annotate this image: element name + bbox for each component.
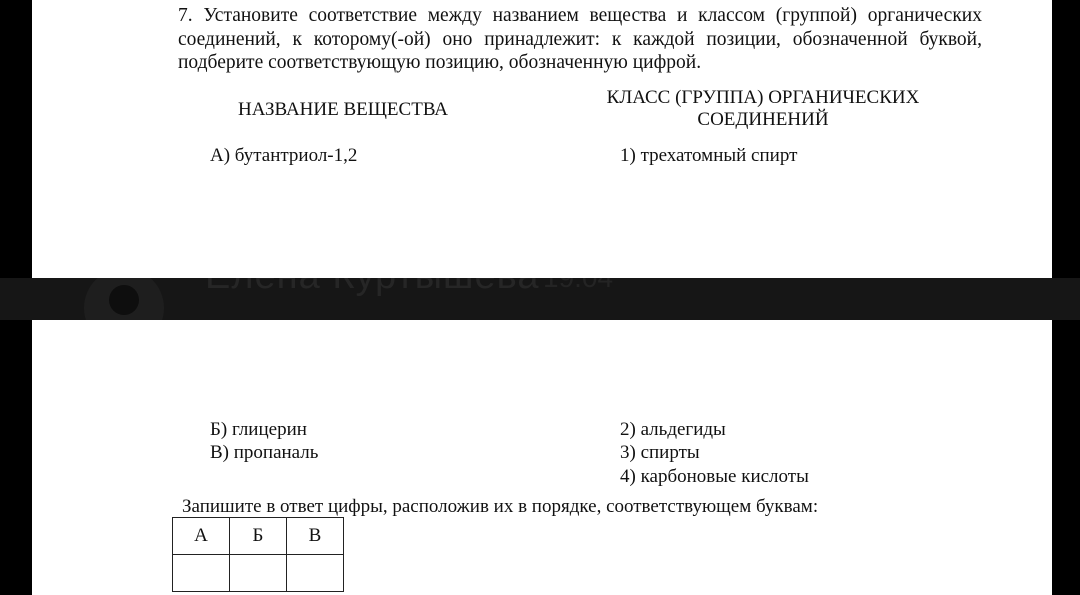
class-column-heading: КЛАСС (ГРУППА) ОРГАНИЧЕСКИХ СОЕДИНЕНИЙ xyxy=(606,87,920,130)
avatar-icon xyxy=(109,285,139,315)
answer-header-cell: Б xyxy=(230,518,287,555)
answer-table-header-row xyxy=(173,518,344,555)
question-text: 7. Установите соответствие между названием вещества и классом (группой) органических соединений, к которому(-ой) оно принадлежит: к каждой позиции, обозначенной буквой, подберите соответствующую позицию, обозначенную цифрой. xyxy=(178,5,982,73)
substance-column-heading: НАЗВАНИЕ ВЕЩЕСТВА xyxy=(238,99,449,120)
answer-header-cell: А xyxy=(173,518,230,555)
class-item: 2) альдегиды xyxy=(620,419,726,440)
answer-table-input-row xyxy=(173,555,344,592)
document-page-top xyxy=(32,0,1052,278)
answer-input-cell[interactable] xyxy=(230,555,287,592)
document-page-bottom xyxy=(32,320,1052,595)
class-item: 1) трехатомный спирт xyxy=(620,145,798,166)
answer-input-cell[interactable] xyxy=(173,555,230,592)
answer-header-cell: В xyxy=(287,518,344,555)
substance-item: Б) глицерин xyxy=(210,419,307,440)
substance-item: А) бутантриол-1,2 xyxy=(210,145,358,166)
answer-instruction: Запишите в ответ цифры, расположив их в порядке, соответствующем буквам: xyxy=(182,496,819,517)
answer-table xyxy=(172,517,344,592)
answer-input-cell[interactable] xyxy=(287,555,344,592)
class-item: 3) спирты xyxy=(620,442,700,463)
substance-item: В) пропаналь xyxy=(210,442,319,463)
class-item: 4) карбоновые кислоты xyxy=(620,466,809,487)
